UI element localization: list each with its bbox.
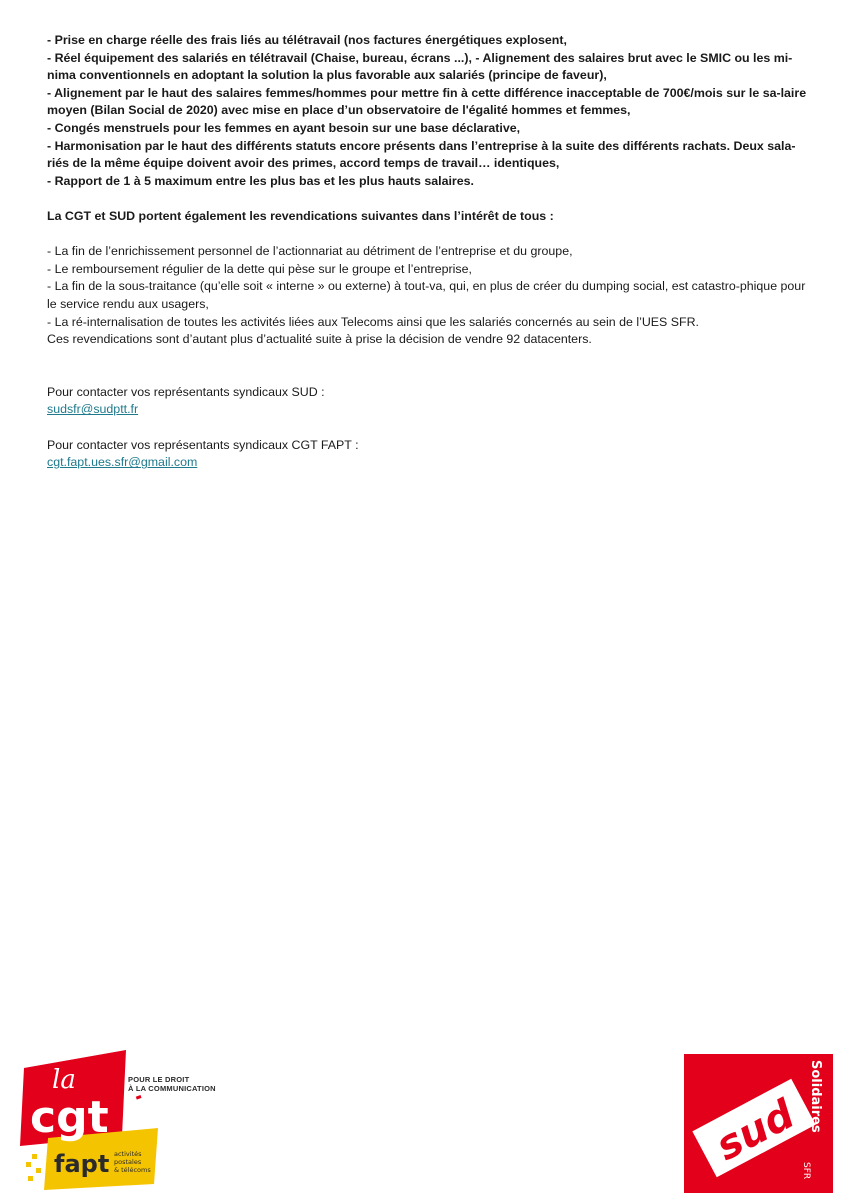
cgt-tagline <box>128 1075 228 1093</box>
fapt-detail-1: activités <box>114 1150 142 1158</box>
contact-sud <box>47 384 807 419</box>
fapt-text: fapt <box>54 1150 110 1178</box>
contact-sud-label: Pour contacter vos représentants syndicaux SUD : <box>47 384 325 399</box>
demand-item: - Alignement par le haut des salaires femmes/hommes pour mettre fin à cette différence inacceptable de 700€/mois sur le sa-laire moyen (Bilan Social de 2020) avec mise en place d’un observatoire de l'égalité hommes et femmes, <box>47 85 807 118</box>
fapt-detail-3: & télécoms <box>114 1166 151 1174</box>
document-body <box>47 32 807 472</box>
cgt-tagline-line-1: POUR LE DROIT <box>128 1075 190 1084</box>
sud-solidaires-text: Solidaires <box>808 1060 823 1133</box>
demand-item: - Réel équipement des salariés en télétravail (Chaise, bureau, écrans ...), - Alignement des salaires brut avec le SMIC ou les mi-nima conventionnels en adoptant la solution la plus favorable aux salariés (principe de faveur), <box>47 50 793 83</box>
contact-section <box>47 384 807 472</box>
general-item: - La fin de l’enrichissement personnel de l’actionnariat au détriment de l’entreprise et du groupe, <box>47 244 573 259</box>
contact-cgt-label: Pour contacter vos représentants syndicaux CGT FAPT : <box>47 437 359 452</box>
general-item: - La ré-internalisation de toutes les activités liées aux Telecoms ainsi que les salariés concernés au sein de l’UES SFR. <box>47 314 699 329</box>
demand-item: - Harmonisation par le haut des différents statuts encore présents dans l’entreprise à la suite des différents rachats. Deux sala-riés de la même équipe doivent avoir des primes, accord temps de travail… identiques, <box>47 138 796 171</box>
cgt-la-text: la <box>52 1065 76 1095</box>
general-demands-title: La CGT et SUD portent également les revendications suivantes dans l’intérêt de tous : <box>47 208 554 223</box>
cgt-tagline-line-2: À LA COMMUNICATION <box>128 1084 216 1093</box>
general-demands-list <box>47 243 807 349</box>
demand-item: - Rapport de 1 à 5 maximum entre les plus bas et les plus hauts salaires. <box>47 173 474 188</box>
cgt-word-text: cgt <box>30 1092 109 1143</box>
general-item: - Le remboursement régulier de la dette qui pèse sur le groupe et l’entreprise, <box>47 261 472 276</box>
sud-sfr-text: SFR <box>801 1162 811 1180</box>
fapt-detail-2: postales <box>114 1158 142 1166</box>
general-item: Ces revendications sont d’autant plus d’actualité suite à prise la décision de vendre 92 datacenters. <box>47 332 592 347</box>
general-item: - La fin de la sous-traitance (qu’elle soit « interne » ou externe) à tout-va, qui, en plus de créer du dumping social, est catastro-phique pour le service rendu aux usagers, <box>47 279 806 311</box>
contact-cgt <box>47 437 807 472</box>
demands-list <box>47 32 807 190</box>
sud-word-text: sud <box>708 1091 802 1170</box>
contact-sud-email-link[interactable]: sudsfr@sudptt.fr <box>47 402 139 417</box>
contact-cgt-email-link[interactable]: cgt.fapt.ues.sfr@gmail.com <box>47 455 198 470</box>
cgt-fapt-logo <box>18 1046 228 1191</box>
sud-solidaires-logo <box>684 1054 833 1193</box>
demand-item: - Congés menstruels pour les femmes en ayant besoin sur une base déclarative, <box>47 120 521 135</box>
demand-item: - Prise en charge réelle des frais liés au télétravail (nos factures énergétiques explosent, <box>47 33 567 47</box>
